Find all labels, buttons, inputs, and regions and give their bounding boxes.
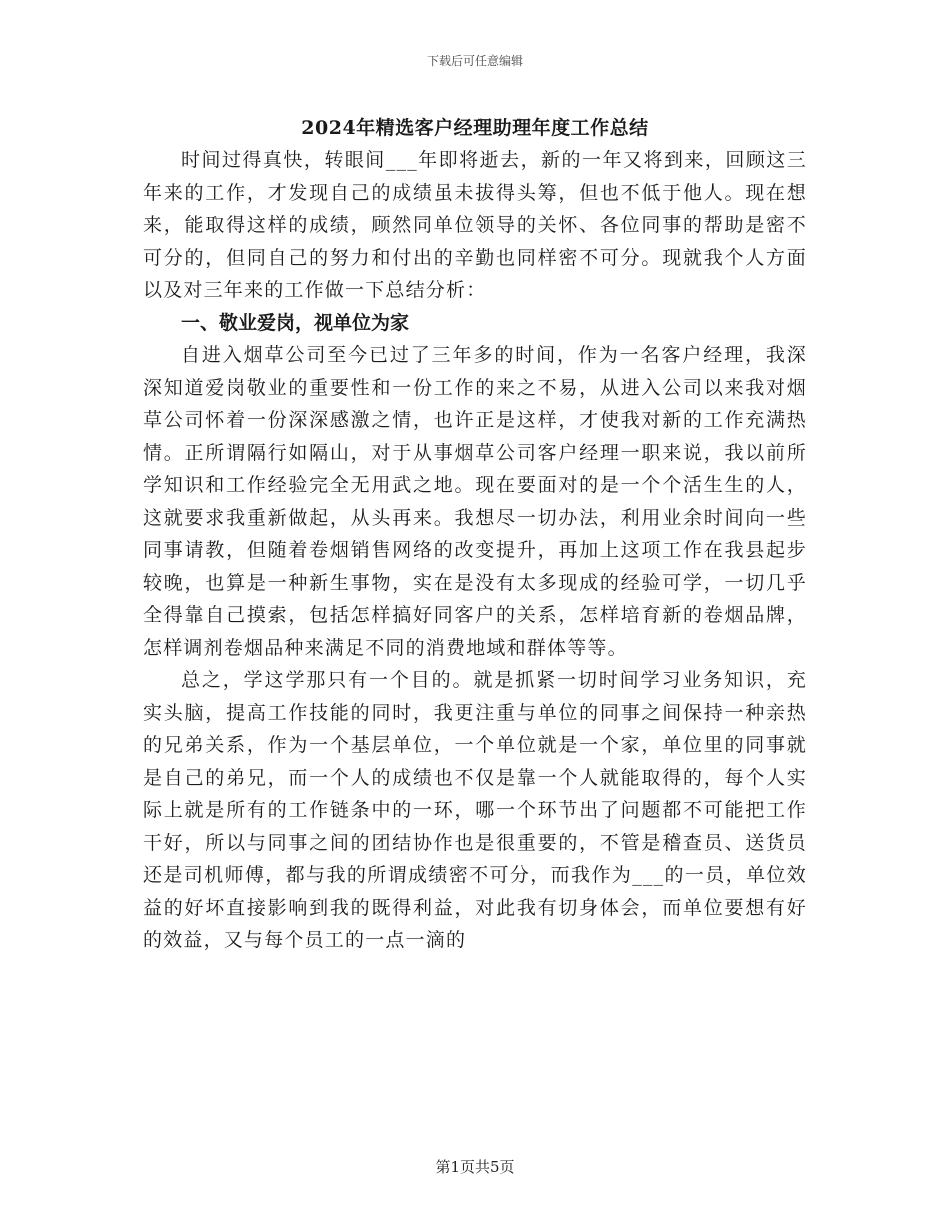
page-header-note: 下载后可任意编辑 xyxy=(426,54,523,68)
document-body xyxy=(143,112,807,957)
page-number: 第1页共5页 xyxy=(435,1158,515,1176)
intro-paragraph: 时间过得真快，转眼间___年即将逝去，新的一年又将到来，回顾这三年来的工作，才发现自己的成绩虽未拔得头筹，但也不低于他人。现在想来，能取得这样的成绩，顾然同单位领导的关怀、各位同事的帮助是密不可分的，但同自己的努力和付出的辛勤也同样密不可分。现就我个人方面以及对三年来的工作做一下总结分析： xyxy=(143,149,807,301)
body-paragraph: 自进入烟草公司至今已过了三年多的时间，作为一名客户经理，我深深知道爱岗敬业的重要性和一份工作的来之不易，从进入公司以来我对烟草公司怀着一份深深感激之情，也许正是这样，才使我对新的工作充满热情。正所谓隔行如隔山，对于从事烟草公司客户经理一职来说，我以前所学知识和工作经验完全无用武之地。现在要面对的是一个个活生生的人，这就要求我重新做起，从头再来。我想尽一切办法，利用业余时间向一些同事请教，但随着卷烟销售网络的改变提升，再加上这项工作在我县起步较晚，也算是一种新生事物，实在是没有太多现成的经验可学，一切几乎全得靠自己摸索，包括怎样搞好同客户的关系，怎样培育新的卷烟品牌，怎样调剂卷烟品种来满足不同的消费地域和群体等等。 xyxy=(143,344,807,659)
body-paragraph: 总之，学这学那只有一个目的。就是抓紧一切时间学习业务知识，充实头脑，提高工作技能的同时，我更注重与单位的同事之间保持一种亲热的兄弟关系，作为一个基层单位，一个单位就是一个家，单位里的同事就是自己的弟兄，而一个人的成绩也不仅是靠一个人就能取得的，每个人实际上就是所有的工作链条中的一环，哪一个环节出了问题都不可能把工作干好，所以与同事之间的团结协作也是很重要的，不管是稽查员、送货员还是司机师傅，都与我的所谓成绩密不可分，而我作为___的一员，单位效益的好坏直接影响到我的既得利益，对此我有切身体会，而单位要想有好的效益，又与每个员工的一点一滴的 xyxy=(143,669,807,951)
document-title: 2024年精选客户经理助理年度工作总结 xyxy=(301,117,649,139)
section-heading: 一、敬业爱岗，视单位为家 xyxy=(181,311,410,334)
